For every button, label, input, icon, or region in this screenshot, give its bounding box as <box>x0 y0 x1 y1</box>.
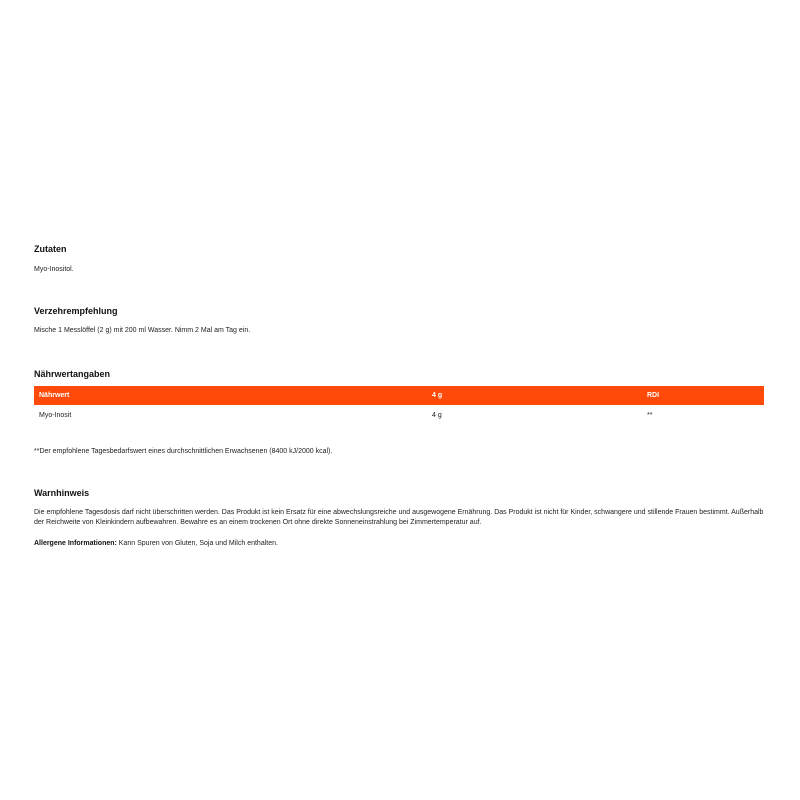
warning-heading: Warnhinweis <box>34 487 90 498</box>
usage-section <box>34 306 764 337</box>
nutrition-table-header <box>34 386 764 405</box>
warning-section <box>34 488 764 550</box>
nutrient-name-cell: Myo-Inosit <box>39 411 72 419</box>
rdi-footnote: **Der empfohlene Tagesbedarfswert eines durchschnittlichen Erwachsenen (8400 kJ/2000 kcal). <box>34 448 333 455</box>
nutrition-section <box>34 369 764 458</box>
product-info <box>34 244 764 549</box>
allergen-label: Allergene Informationen: <box>34 539 117 547</box>
allergen-text: Kann Spuren von Gluten, Soja und Milch enthalten. <box>116 539 278 547</box>
table-row <box>34 405 764 425</box>
usage-heading: Verzehrempfehlung <box>34 305 118 316</box>
column-header-nutrient: Nährwert <box>39 392 70 399</box>
nutrient-amount-cell: 4 g <box>432 411 442 419</box>
column-header-amount: 4 g <box>432 392 443 399</box>
ingredients-text: Myo-Inositol. <box>34 266 74 273</box>
allergen-info <box>34 539 764 550</box>
nutrition-heading: Nährwertangaben <box>34 369 111 379</box>
warning-text: Die empfohlene Tagesdosis darf nicht überschritten werden. Das Produkt ist kein Ersatz für eine abwechslungsreiche und ausgewogene Ernährung. Das Produkt ist nicht für Kinder, schwangere und stillende Frauen bestimmt. Außerhalb der Reichweite von Kleinkindern aufbewahren. Bewahre es an einem trockenen Ort ohne direkte Sonneneinstrahlung bei Zimmertemperatur auf. <box>34 508 764 526</box>
nutrient-rdi-cell: ** <box>647 411 653 419</box>
column-header-rdi: RDI <box>647 392 660 399</box>
usage-text: Mische 1 Messlöffel (2 g) mit 200 ml Wasser. Nimm 2 Mal am Tag ein. <box>34 326 251 334</box>
nutrition-table <box>34 386 764 425</box>
ingredients-heading: Zutaten <box>34 244 67 254</box>
ingredients-section <box>34 244 764 276</box>
